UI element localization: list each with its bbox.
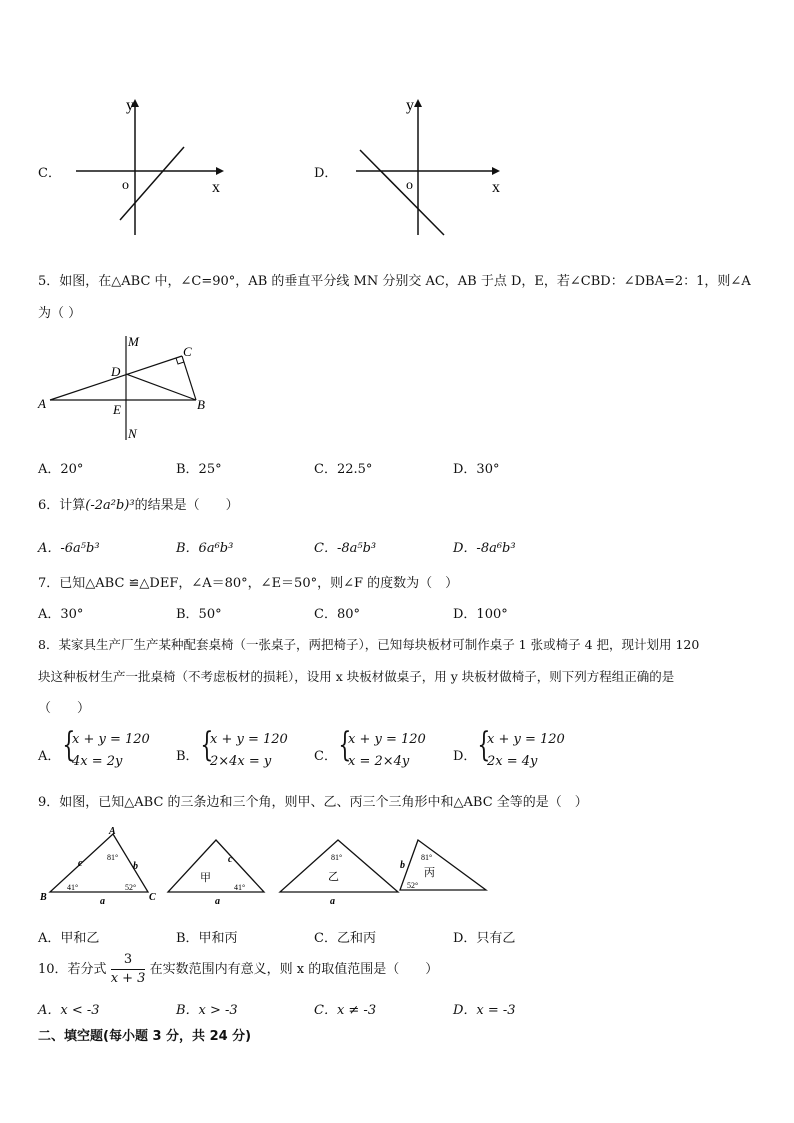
y-axis-label: y xyxy=(126,97,134,114)
equation-2: x = 2×4y xyxy=(348,754,410,769)
brace-icon: { xyxy=(477,725,491,765)
option-letter: A． xyxy=(38,749,61,764)
svg-text:c: c xyxy=(228,854,233,865)
label-c: C xyxy=(183,344,192,359)
q7-option-d[interactable]: D．100° xyxy=(453,607,508,622)
q6-option-c[interactable]: C．-8a⁵b³ xyxy=(314,541,377,556)
equation-1: x + y = 120 xyxy=(487,732,565,747)
q9-figure xyxy=(38,824,498,910)
equation-2: 2x = 4y xyxy=(487,754,538,769)
label-e: E xyxy=(113,402,121,417)
graph-d xyxy=(350,95,510,240)
svg-text:乙: 乙 xyxy=(328,871,339,883)
q6-stem xyxy=(38,494,239,513)
q5-option-c[interactable]: C．22.5° xyxy=(314,462,373,477)
q10-stem-pre: 10．若分式 xyxy=(38,962,107,977)
q6-stem-post: 的结果是（ ） xyxy=(134,498,239,513)
q10-option-d[interactable]: D．x = -3 xyxy=(453,1003,516,1018)
svg-text:a: a xyxy=(100,896,105,907)
q9-option-d[interactable]: D．只有乙 xyxy=(453,931,516,946)
q7-option-c[interactable]: C．80° xyxy=(314,607,360,622)
label-b: B xyxy=(197,397,205,412)
svg-text:B: B xyxy=(40,892,47,903)
label-m: M xyxy=(128,334,139,349)
q6-expression: (-2a²b)³ xyxy=(85,498,135,513)
svg-text:41°: 41° xyxy=(67,883,79,892)
svg-text:81°: 81° xyxy=(331,853,343,862)
equation-1: x + y = 120 xyxy=(72,732,150,747)
svg-text:c: c xyxy=(78,858,83,869)
option-letter: B． xyxy=(176,749,199,764)
svg-text:丙: 丙 xyxy=(424,867,435,879)
q10-stem-post: 在实数范围内有意义，则 x 的取值范围是（ ） xyxy=(149,962,439,977)
q9-stem: 9．如图，已知△ABC 的三条边和三个角，则甲、乙、丙三个三角形中和△ABC 全等的是（ ） xyxy=(38,795,588,810)
equation-1: x + y = 120 xyxy=(210,732,288,747)
equation-2: 2×4x = y xyxy=(210,754,272,769)
q10-fraction xyxy=(111,951,146,988)
q6-option-a[interactable]: A．-6a⁵b³ xyxy=(38,541,100,556)
svg-text:a: a xyxy=(330,896,335,907)
svg-text:41°: 41° xyxy=(234,883,246,892)
q6-stem-pre: 6．计算 xyxy=(38,498,86,513)
svg-text:A: A xyxy=(109,826,116,837)
x-axis-label: x xyxy=(212,179,220,196)
q10-option-c[interactable]: C．x ≠ -3 xyxy=(314,1003,377,1018)
q5-stem-line2: 为（ ） xyxy=(38,306,82,321)
q10-stem xyxy=(38,950,438,990)
q5-option-b[interactable]: B．25° xyxy=(176,462,222,477)
label-d: D xyxy=(111,364,121,379)
svg-text:52°: 52° xyxy=(125,883,137,892)
svg-text:b: b xyxy=(400,860,405,871)
q8-stem-line2: 块这种板材生产一批桌椅（不考虑板材的损耗），设用 x 块板材做桌子，用 y 块板材做椅子，则下列方程组正确的是 xyxy=(38,669,675,684)
svg-text:52°: 52° xyxy=(407,881,419,890)
q9-option-b[interactable]: B．甲和丙 xyxy=(176,931,238,946)
x-axis-label: x xyxy=(492,179,500,196)
q6-option-b[interactable]: B．6a⁶b³ xyxy=(176,541,234,556)
q5-figure xyxy=(36,332,226,444)
q6-option-d[interactable]: D．-8a⁶b³ xyxy=(453,541,516,556)
svg-text:C: C xyxy=(149,892,156,903)
q5-option-a[interactable]: A．20° xyxy=(38,462,84,477)
svg-text:a: a xyxy=(215,896,220,907)
brace-icon: { xyxy=(338,725,352,765)
fraction-numerator: 3 xyxy=(111,951,146,970)
svg-text:81°: 81° xyxy=(107,853,119,862)
y-axis-label: y xyxy=(406,97,414,114)
q10-option-a[interactable]: A．x < -3 xyxy=(38,1003,100,1018)
q9-option-a[interactable]: A．甲和乙 xyxy=(38,931,100,946)
q10-option-b[interactable]: B．x > -3 xyxy=(176,1003,238,1018)
q5-stem-line1: 5．如图，在△ABC 中，∠C=90°，AB 的垂直平分线 MN 分别交 AC，AB 于点 D，E，若∠CBD：∠DBA=2：1，则∠A xyxy=(38,274,751,289)
q9-option-c[interactable]: C．乙和丙 xyxy=(314,931,376,946)
fraction-denominator: x + 3 xyxy=(110,971,146,986)
q5-option-d[interactable]: D．30° xyxy=(453,462,500,477)
q8-stem-line3: （ ） xyxy=(38,701,91,716)
q7-option-b[interactable]: B．50° xyxy=(176,607,222,622)
svg-text:81°: 81° xyxy=(421,853,433,862)
graph-c xyxy=(70,95,230,240)
equation-2: 4x = 2y xyxy=(72,754,123,769)
option-d-label: D． xyxy=(314,166,338,181)
brace-icon: { xyxy=(62,725,76,765)
q7-option-a[interactable]: A．30° xyxy=(38,607,84,622)
equation-1: x + y = 120 xyxy=(348,732,426,747)
origin-label: o xyxy=(406,178,413,193)
q7-stem: 7．已知△ABC ≌△DEF，∠A＝80°，∠E＝50°，则∠F 的度数为（ ） xyxy=(38,576,459,591)
option-letter: C． xyxy=(314,749,337,764)
label-a: A xyxy=(38,396,46,411)
svg-text:甲: 甲 xyxy=(200,872,211,884)
q8-stem-line1: 8．某家具生产厂生产某种配套桌椅（一张桌子，两把椅子），已知每块板材可制作桌子 1 张或椅子 4 把，现计划用 120 xyxy=(38,637,700,652)
origin-label: o xyxy=(122,178,129,193)
label-n: N xyxy=(128,426,137,441)
brace-icon: { xyxy=(200,725,214,765)
option-letter: D． xyxy=(453,749,477,764)
svg-text:b: b xyxy=(133,861,138,872)
section-2-heading: 二、填空题(每小题 3 分，共 24 分) xyxy=(38,1029,252,1044)
option-c-label: C． xyxy=(38,166,61,181)
